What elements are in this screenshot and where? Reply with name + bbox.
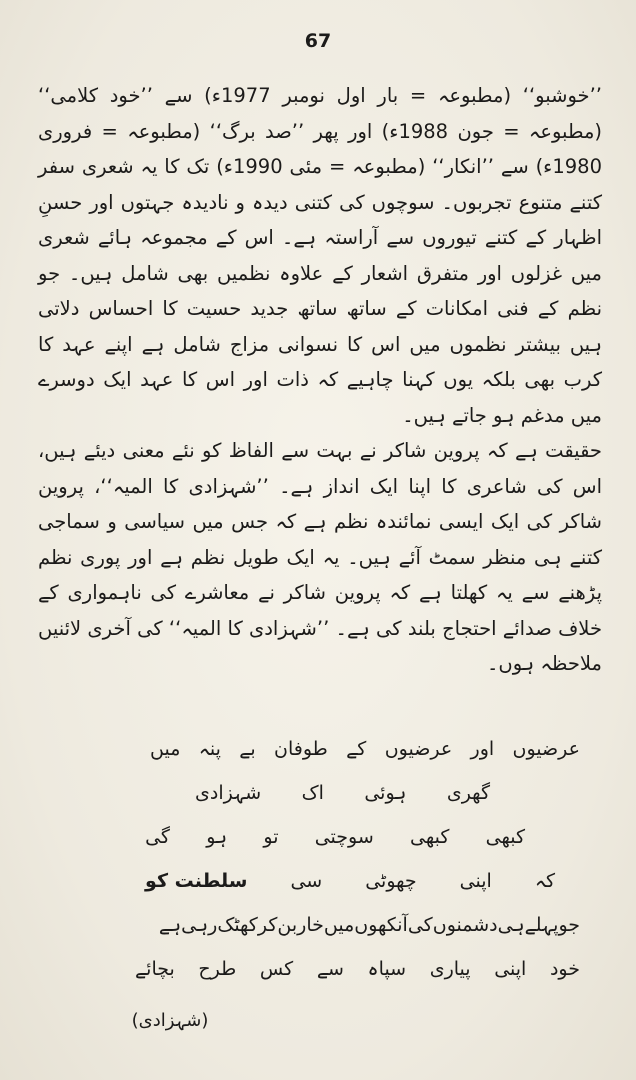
poem-word: عرضیوں <box>512 738 580 760</box>
poem-word: میں <box>150 738 181 760</box>
poem-word: بن <box>277 914 298 936</box>
poem-word: کس <box>259 958 294 980</box>
poem-word: ہو <box>206 826 228 848</box>
poem-word: کہ <box>534 870 555 892</box>
poem-word: چھوٹی <box>365 870 417 892</box>
poem-word: سی <box>290 870 323 892</box>
poem-excerpt <box>60 730 580 994</box>
paragraph-1: ’’خوشبو‘‘ (مطبوعہ = بار اول نومبر 1977ء) سے ’’خود کلامی‘‘ (مطبوعہ = جون 1988ء) اور پھر ’’صد برگ‘‘ (مطبوعہ = فروری 1980ء) سے ’’انکار‘‘ (مطبوعہ = مئی 1990ء) تک کا یہ شعری سفر کتنے متنوع تجربوں۔ سوچوں کی کتنی دیدہ و نادیدہ جہتوں اور حسنِ اظہار کے کتنے تیوروں سے آراستہ ہے۔ اس کے مجموعہ ہائے شعری میں غزلوں اور متفرق اشعار کے علاوہ نظمیں بھی شامل ہیں۔ جو نظم کے فنی امکانات کے ساتھ ساتھ جدید حسیت کا احساس دلاتی ہیں بیشتر نظموں میں اس کا نسوانی مزاج شامل ہے اپنے عہد کا کرب بھی بلکہ یوں کہنا چاہیے کہ ذات اور اس کا عہد ایک دوسرے میں مدغم ہو جاتے ہیں۔ <box>38 84 603 427</box>
poem-line-5 <box>60 906 580 944</box>
poem-line-1 <box>60 730 580 768</box>
poem-word: خود <box>549 958 580 980</box>
poem-word: کی <box>407 914 433 936</box>
poem-word: سوچتی <box>314 826 374 848</box>
poem-word: سے <box>316 958 344 980</box>
poem-word: بچائے <box>135 958 175 980</box>
poem-line-2 <box>60 774 580 812</box>
poem-word: اپنی <box>459 870 492 892</box>
poem-word: اپنی <box>494 958 527 980</box>
poem-attribution: (شہزادی) <box>131 1010 209 1031</box>
poem-word: خار <box>297 914 324 936</box>
paragraph-2: حقیقت ہے کہ پروین شاکر نے بہت سے الفاظ کو نئے معنی دیئے ہیں، اس کی شاعری کا اپنا ایک انداز ہے۔ ’’شہزادی کا المیہ‘‘، پروین شاکر کی ایک ایسی نمائندہ نظم ہے کہ جس میں سیاسی و سماجی کتنے ہی منظر سمٹ آئے ہیں۔ یہ ایک طویل نظم ہے اور پوری نظم پڑھنے سے یہ کھلتا ہے کہ پروین شاکر نے معاشرے کی ناہمواری کے خلاف صدائے احتجاج بلند کی ہے۔ ’’شہزادی کا المیہ‘‘ کی آخری لائنیں ملاحظہ ہوں۔ <box>38 439 602 675</box>
poem-word: ہی <box>497 914 525 936</box>
poem-word: تو <box>263 826 279 848</box>
poem-word: عرضیوں <box>384 738 453 760</box>
poem-word: سپاہ <box>367 958 407 980</box>
poem-word: کبھی <box>485 826 525 848</box>
poem-word: میں <box>323 914 355 936</box>
poem-word: گھری <box>446 782 490 804</box>
poem-word: رہی <box>181 914 218 936</box>
poem-word: کے <box>346 738 367 760</box>
poem-word: کھٹک <box>217 914 258 936</box>
poem-word: پنہ <box>198 738 221 760</box>
poem-word: سلطنت کو <box>145 870 248 892</box>
poem-word: ہے <box>158 914 182 936</box>
poem-line-6 <box>60 950 580 988</box>
poem-line-4 <box>60 862 580 900</box>
prose-body <box>38 78 602 682</box>
poem-word: دشمنوں <box>432 914 498 936</box>
poem-line-3 <box>60 818 580 856</box>
poem-word: کر <box>257 914 278 936</box>
poem-word: اک <box>301 782 324 804</box>
poem-word: پیاری <box>429 958 471 980</box>
poem-word: جو <box>558 914 580 936</box>
page-number: 67 <box>304 30 332 52</box>
poem-word: آنکھوں <box>354 914 408 936</box>
poem-word: کبھی <box>410 826 450 848</box>
poem-word: ہوئی <box>364 782 407 804</box>
poem-word: طرح <box>198 958 237 980</box>
poem-word: پہلے <box>524 914 559 936</box>
poem-word: شہزادی <box>195 782 262 804</box>
poem-word: اور <box>470 738 495 760</box>
poem-word: بے <box>239 738 256 760</box>
poem-word: طوفان <box>274 738 328 760</box>
poem-word: گی <box>145 826 170 848</box>
